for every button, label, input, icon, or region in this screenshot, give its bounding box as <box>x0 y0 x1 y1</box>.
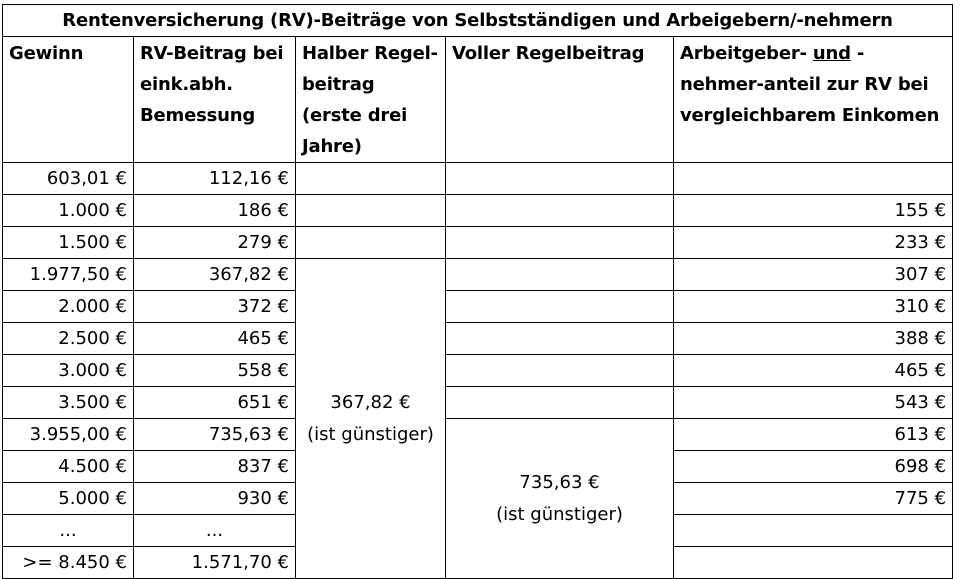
cell-rv-beitrag[interactable]: ... <box>134 515 296 547</box>
cell-voller-empty[interactable] <box>446 195 674 227</box>
cell-gewinn[interactable]: 4.500 € <box>3 451 134 483</box>
contribution-table <box>2 4 953 579</box>
cell-ag-anteil[interactable]: 310 € <box>674 291 953 323</box>
title-row <box>3 5 953 37</box>
cell-rv-beitrag[interactable]: 367,82 € <box>134 259 296 291</box>
header-rv-beitrag[interactable]: RV-Beitrag bei eink.abh. Bemessung <box>134 37 296 163</box>
cell-ag-anteil[interactable] <box>674 163 953 195</box>
cell-voller-empty[interactable] <box>446 291 674 323</box>
cell-gewinn[interactable]: 1.500 € <box>3 227 134 259</box>
cell-rv-beitrag[interactable]: 1.571,70 € <box>134 547 296 579</box>
cell-ag-anteil[interactable]: 155 € <box>674 195 953 227</box>
cell-gewinn[interactable]: >= 8.450 € <box>3 547 134 579</box>
cell-gewinn[interactable]: 1.977,50 € <box>3 259 134 291</box>
cell-ag-anteil[interactable]: 233 € <box>674 227 953 259</box>
cell-ag-anteil[interactable] <box>674 515 953 547</box>
cell-gewinn[interactable]: 603,01 € <box>3 163 134 195</box>
table-row <box>3 355 953 387</box>
cell-rv-beitrag[interactable]: 837 € <box>134 451 296 483</box>
cell-rv-beitrag[interactable]: 465 € <box>134 323 296 355</box>
header-ag-underlined-und: und <box>812 43 851 64</box>
cell-gewinn[interactable]: ... <box>3 515 134 547</box>
table-row <box>3 163 953 195</box>
header-ag-text-end: -nehmer-anteil zur RV bei vergleichbarem Einkomen <box>680 43 940 126</box>
table-row <box>3 259 953 291</box>
cell-rv-beitrag[interactable]: 186 € <box>134 195 296 227</box>
cell-ag-anteil[interactable]: 543 € <box>674 387 953 419</box>
cell-ag-anteil[interactable]: 698 € <box>674 451 953 483</box>
cell-ag-anteil[interactable]: 613 € <box>674 419 953 451</box>
header-ag-text-start: Arbeitgeber- <box>680 43 813 64</box>
cell-rv-beitrag[interactable]: 279 € <box>134 227 296 259</box>
table-row <box>3 291 953 323</box>
cell-voller-empty[interactable] <box>446 355 674 387</box>
cell-ag-anteil[interactable] <box>674 547 953 579</box>
cell-ag-anteil[interactable]: 307 € <box>674 259 953 291</box>
cell-gewinn[interactable]: 3.000 € <box>3 355 134 387</box>
voller-note: (ist günstiger) <box>496 503 623 525</box>
table-row <box>3 323 953 355</box>
header-gewinn[interactable]: Gewinn <box>3 37 134 163</box>
cell-halber-merged[interactable] <box>296 259 446 579</box>
cell-voller-empty[interactable] <box>446 227 674 259</box>
cell-rv-beitrag[interactable]: 651 € <box>134 387 296 419</box>
cell-ag-anteil[interactable]: 388 € <box>674 323 953 355</box>
table-row <box>3 227 953 259</box>
cell-rv-beitrag[interactable]: 372 € <box>134 291 296 323</box>
cell-voller-empty[interactable] <box>446 387 674 419</box>
cell-voller-empty[interactable] <box>446 163 674 195</box>
cell-gewinn[interactable]: 2.000 € <box>3 291 134 323</box>
halber-value: 367,82 € <box>330 391 411 413</box>
cell-gewinn[interactable]: 2.500 € <box>3 323 134 355</box>
cell-rv-beitrag[interactable]: 112,16 € <box>134 163 296 195</box>
cell-gewinn[interactable]: 3.500 € <box>3 387 134 419</box>
header-arbeitgeber-nehmer-anteil[interactable] <box>674 37 953 163</box>
cell-ag-anteil[interactable]: 775 € <box>674 483 953 515</box>
table-row <box>3 387 953 419</box>
table-title[interactable]: Rentenversicherung (RV)-Beiträge von Selbstständigen und Arbeigebern/-nehmern <box>3 5 953 37</box>
table-row <box>3 195 953 227</box>
voller-value: 735,63 € <box>519 471 600 493</box>
cell-gewinn[interactable]: 5.000 € <box>3 483 134 515</box>
cell-voller-empty[interactable] <box>446 323 674 355</box>
cell-ag-anteil[interactable]: 465 € <box>674 355 953 387</box>
header-voller-regelbeitrag[interactable]: Voller Regelbeitrag <box>446 37 674 163</box>
halber-note: (ist günstiger) <box>307 423 434 445</box>
cell-voller-empty[interactable] <box>446 259 674 291</box>
spreadsheet <box>2 4 953 579</box>
cell-rv-beitrag[interactable]: 558 € <box>134 355 296 387</box>
cell-gewinn[interactable]: 1.000 € <box>3 195 134 227</box>
cell-halber-empty[interactable] <box>296 227 446 259</box>
table-row <box>3 419 953 451</box>
cell-voller-merged[interactable] <box>446 419 674 579</box>
cell-rv-beitrag[interactable]: 930 € <box>134 483 296 515</box>
cell-gewinn[interactable]: 3.955,00 € <box>3 419 134 451</box>
cell-halber-empty[interactable] <box>296 163 446 195</box>
cell-rv-beitrag[interactable]: 735,63 € <box>134 419 296 451</box>
header-halber-regelbeitrag[interactable]: Halber Regel-beitrag (erste drei Jahre) <box>296 37 446 163</box>
cell-halber-empty[interactable] <box>296 195 446 227</box>
header-row <box>3 37 953 163</box>
